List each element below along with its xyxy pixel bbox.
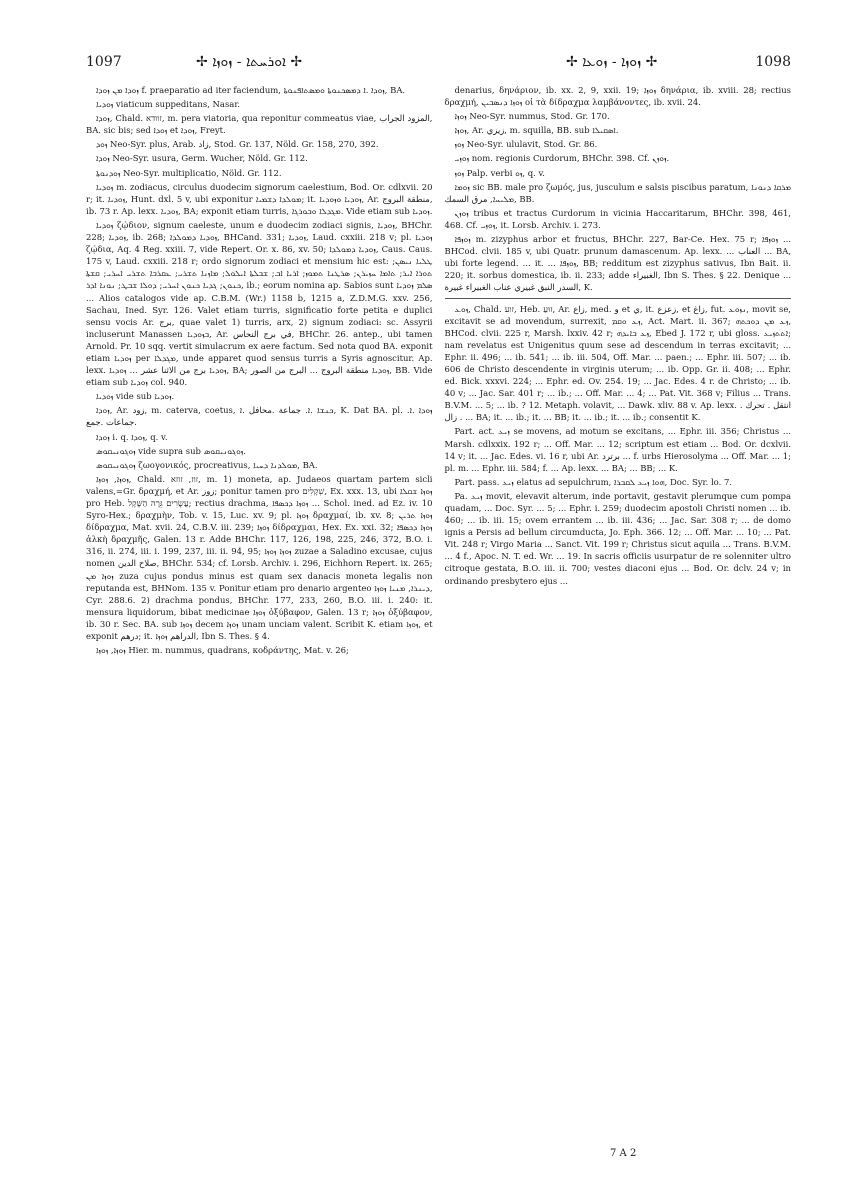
- entry: ܙܘܙܦܐ m. zizyphus arbor et fructus, BHChr. 227, Bar-Ce. Hex. 75 r; ܙܘܙܦܐ ... BHCod. clvii. 185 v, ubi Quatr. prunum damascenum. Ap. lexx. ... العناب ... BA, ubi forte legend. ... it. ... ܙܘܙܦܐ, BB; redditum est zizyphus sativus, Ibn Bait. ii. 220; it. sorbus domestica, ib. ii. 233; adde الغبيراء, Ibn S. Thes. § 22. Denique ... السدر النبق غبيري عناب الغبيراء غبيرة, K.: [444, 234, 792, 293]
- entry: ܙܘܙܐ, ܙܘܙܐ, Chald. זוז, זוזא, m. 1) moneta, ap. Judaeos quartam partem sicli valens,=Gr. δραχμή, et Ar. زوز; ponitur tamen pro שְׁקָלִים, Ex. xxx. 13, ubi ܙܘܙܐ ܫܩܠܐ pro Heb. עֲשָׂרִים גֵּרָה הַשָּׁקֶל; rectius drachma, ܙܘܙܐ ܕܟܣܦܐ ... Schol. ined. ad Ez. iv. 10 Syro-Hex.; δραχμὴν, Tob. v. 15, Luc. xv. 9; pl. ܙܘܙܐ δραχμαί, ib. xv. 8; ܙܘܙܐ ܬܪܝܢ δίδραχμα, Mat. xvii. 24, C.B.V. iii. 239; ܙܘܙܐ δίδραχμαι, Hex. Ex. xxi. 32; ܙܘܙܐ ܕܟܣܦܐ ἀλκὴ δραχμῆς, Galen. 13 r. Adde BHChr. 117, 126, 198, 225, 246, 372, B.O. i. 316, ii. 274, iii. i. 199, 237, iii. ii. 94, 95; ܙܘܙܐ ܙܘܙܐ zuzae a Saladino excusae, cujus nomen صلاح الدين, BHChr. 534; cf. Lorsb. Archiv. i. 296, Eichhorn Repert. ix. 265; ܙܘܙܐ ܡܢ zuza cujus pondus minus est quam sex danacis moneta legalis non reputanda est, BHNom. 135 v. Ponitur etiam pro denario argenteo ܕܝܢܪܐ, ܡܢܝܐ ܙܘܙܐ, Cyr. 288.6. 2) drachma pondus, BHChr. 177, 233, 260, B.O. iii. i. 240: it. mensura liquidorum, bibat medicinae ܙܘܙܐ ὀξύβαφον, Galen. 13 r; ܙܘܙܐ ὀξύβαφον, ib. 30 r. Sec. BA. sub ܙܘܙܐ decem ܙܘܙܐ unam unciam valent. Scribit K. etiam ܙܘܙܐ, et exponit درهم; it. الدراهم ܙܘܙܐ, Ibn S. Thes. § 4.: [86, 473, 433, 642]
- entry: ܙܘܕܝܐ vide sub ܙܘܕܝܐ.: [96, 391, 175, 402]
- entry: ܙܘܕܝܐ ζῴδιον, signum caeleste, unum e duodecim zodiaci signis, ܙܘܕܝܐ, BHChr. 228; ܙܘܕܝܐ, ib. 268; ܙܘܕܝܐ ܕܡܘܠܕܐ, BHCand. 331; ܙܘܕܝܐ, Laud. cxxiii. 218 v; pl. ܙܘܕܝܐ ζῴδια, Aq. 4 Reg. xxiii. 7, vide Repert. Or. x. 86, xv. 50; ܙܘܕܝܐ ܕܡܘܠܕܐ, Caus. Caus. 175 v, Laud. cxxiii. 218 r; ordo signorum zodiaci et mensium hic est: ܛܠܝܐ ܢܝܣܢ; ܬܘܪܐ ܐܝܪ; ܬܐܡܐ ܚܙܝܪܢ; ܣܪܛܢܐ ܬܡܘܙ; ܐܪܝܐ ܐܒ; ܫܒܠܬܐ ܐܝܠܘܠ; ܡܐܙܢܐ ܬܫܪܝ; ܥܩܪܒܐ ܬܫܪܝ ܐܚܪܝ; ܩܫܬܐ ܟܢܘܢ; ܓܕܝܐ ܟܢܘܢ ܐܚܪܝ; ܕܘܠܐ ܫܒܛ; ܢܘܢܐ ܐܕܪ, ib.; eorum nomina ap. Sabios sunt ܣܠܡ ܙܘܕܝܐ ... Alios catalogos vide ap. C.B.M. (Wr.) 1158 b, 1215 a, Z.D.M.G. xxv. 256, Sachau, Ined. Syr. 126. Valet etiam turris, significatio forte petita e duplici sensu vocis Ar. برج, quae valet 1) turris, arx, 2) signum zodiaci: sc. Assyrii incluserunt Manassen ܒܙܘܕܝܐ, Ar. في برج النحاس, BHChr. 26. antep., ubi tamen Arnold. Pr. 10 sqq. vertit simulacrum ex aere factum. Sed nota quod BA. exponit etiam ܙܘܕܝܐ per ܡܓܕܠܐ, unde apparet quod sensus turris a Syris agnoscitur. Ap. lexx. ܙܘܕܝܐ برج من الاثنا عشر ... ܙܘܕܝܐ, BA; ܙܘܕܝܐ منطقة البروج ... البرج من الصور, BB. Vide etiam sub ܙܘܕܝܐ col. 940.: [86, 219, 433, 388]
- entry: ܙܘܡܐ sic BB. male pro ζωμός, jus, jusculum e salsis piscibus paratum, ܡܪܩܐ ܕܢܘܢܐ ܡܠܝܚܐ, مرق السمك, BB.: [444, 181, 791, 204]
- entry: ܙܘܕܝܐ viaticum suppeditans, Nasar.: [96, 99, 241, 110]
- left-column: [86, 84, 433, 658]
- entry: ܙܘܕܐ, Chald. זוודא, m. pera viatoria, qua reponitur commeatus viae, المزود الجراب, BA. sic bis; sed ܙܘܕܐ et ܙܘܕܐ, Freyt.: [86, 113, 433, 136]
- entry: ܙܘܙܐ, ܙܘܙܐ Hier. m. nummus, quadrans, κοδράντης, Mat. v. 26;: [96, 645, 349, 656]
- entry: ܙܘܕܐ, Ar. زود, m. caterva, coetus, ܟܢܫܐ .ܐ. جماعة .محافل .ܐ, K. Dat BA. pl. ܙܘܕܐ .ܐ. جماعات .جمع.: [86, 405, 433, 428]
- entry: ܙܘܕܐ ܡܢ ܙܘܕܐ f. praeparatio ad iter faciendum, ܙܘܕܐ .ܐ ܕܡܣܟܢܘܬܐ ܘܡܣܬܐܦܢܘܬܐ, BA.: [96, 85, 406, 95]
- entry: ܙܘܙ Neo-Syr. ululavit, Stod. Gr. 86.: [454, 139, 598, 150]
- left-running-title: ✢ ܐܘܪܚܬܐ - ܙܘܙܐ ✢: [196, 54, 303, 70]
- entry: ܙܘܙܐ Neo-Syr. nummus, Stod. Gr. 170.: [454, 111, 610, 122]
- signature-mark: 7 A 2: [610, 1148, 637, 1159]
- entry: Part. act. ܙܝܥ se movens, ad motum se excitans, ... Ephr. iii. 356; Christus ... Marsh. cdlxxix. 192 r; ... Off. Mar. ... 12; scriptum est etiam ... Bod. Or. dcxlvii. 14 v; it. ... Jac. Edes. vi. 16 r, ubi Ar. برترد ... f. urbs Hierosolyma ... Off. Mar. ... 1; pl. m. ... Ephr. iii. 584; f. ... Ap. lexx. ... BA; ... BB; ... K.: [444, 426, 791, 473]
- left-page-number: 1097: [86, 54, 122, 70]
- right-column: [445, 84, 792, 658]
- right-page-number: 1098: [755, 54, 791, 70]
- entry: ܙܘܓܘܢܝܩܘܣ vide supra sub ܙܘܓܘܢܝܩܘܣ.: [96, 445, 246, 456]
- entry: ܙܘܕ Neo-Syr. plus, Arab. زاد, Stod. Gr. 137, Nöld. Gr. 158, 270, 392.: [96, 139, 379, 150]
- entry: ܙܘܙܢ tribus et tractus Curdorum in vicinia Haccaritarum, BHChr. 398, 461, 468. Cf. ܙܘܙܝ, it. Lorsb. Archiv. i. 273.: [444, 207, 791, 230]
- entry: ܙܘܙܐ, Ar. زيزي, m. squilla, BB. sub ܐܣܩܝܠܐ.: [454, 125, 619, 136]
- entry: ܙܘܕܐ Neo-Syr. usura, Germ. Wucher, Nöld. Gr. 112.: [96, 153, 308, 164]
- entry: denarius, δηνάριον, ib. xx. 2, 9, xxii. 19; ܙܘܙܐ δηνάρια, ib. xviii. 28; rectius δραχμή, ܙܘܙܐ ܕܢܣܒܝܢ οἱ τὰ δίδραχμα λαμβάνοντες, ib. xvii. 24.: [444, 85, 792, 108]
- entry: ܙܘܙ Palp. verbi ܙܘ, q. v.: [454, 167, 545, 178]
- page-header: [86, 52, 791, 76]
- entry: ܙܘܓܘܢܝܩܘܣ ζωογονικός, procreativus, ܡܘܠܕܢܐ ܕܚܝܐ, BA.: [96, 459, 318, 470]
- entry: Pa. ܙܝܥ movit, elevavit alterum, inde portavit, gestavit plerumque cum pompa quadam, ... Doc. Syr. ... 5; ... Ephr. i. 259; duodecim apostoli Christi nomen ... ib. 460; ... ib. iii. 15; ovem errantem ... ib. iii. 436; ... Jac. Sar. 308 r; ... de domo ignis a Persis ad bellum circumducta, Jo. Eph. 366. 12; ... Off. Mar. ... 10; ... Pat. Vit. 248 r; Virgo Maria ... Sanct. Vit. 199 r; Christus sicut aquila ... Trans. B.V.M. ... 4 f., Apoc. N. T. ed. Wr. ... 19. In sacris officiis usurpatur de re solenniter ultro citroque gestata, B.O. iii. ii. 700; vestes diaconi ejus ... Bod. Or. dclv. 24 v; in ordinando presbytero ejus ...: [444, 490, 791, 586]
- entry: ܙܘܕܢܘܬܐ Neo-Syr. multiplicatio, Nöld. Gr. 112.: [96, 167, 282, 178]
- entry: ܙܘܕܐ i. q. ܙܘܕܐ, q. v.: [96, 431, 168, 442]
- entry: Part. pass. ܙܝܥ elatus ad sepulchrum, ܗܘܐ ܙܝܥ ܠܩܒܪܐ, Doc. Syr. lo. 7.: [454, 476, 732, 487]
- entry: ܙܘܕܝܐ m. zodiacus, circulus duodecim signorum caelestium, Bod. Or. cdlxvii. 20 r; it. ܙܘܕܝܐ, Hunt. dxl. 5 v, ubi exponitur ܡܘܠܕܐ ܕܫܡܝܐ; it. ܙܘܕܝܐ ܘܙܘܕܝܐ, Ar. منطقة البروج, ib. 73 r. Ap. lexx. ܙܘܕܝܐ, BA; exponit etiam turris, ܡܓܕܠܐ ܘܒܘܪܓܐ. Vide etiam sub ܙܘܕܝܐ.: [86, 181, 433, 216]
- entry: ܙܘܙܝ nom. regionis Curdorum, BHChr. 398. Cf. ܙܘܙܢ.: [454, 153, 670, 164]
- entry-section-start: ܙܘܥ, Chald. זוע, Heb. זוּעַ, Ar. زاع, med. و et ي, it. زعزع, et زاغ, fut. ܢܙܘܥ, movit se, excitavit se ad movendum, surrexit, ܙܥ ܘܩܡ, Act. Mart. ii. 367; ܙܥ ܡܢ ܕܘܟܬܗ, BHCod. clvii. 225 r, Marsh. lxxiv. 42 r; ܙܥ ܒܐܝܕܗ, Ebed J. 172 r, ubi gloss. ܐܬܬܙܝܥ; nam revelatus est Unigenitus quum sese ad descendum in terras excitavit; ... Ephr. ii. 496; ... ib. 541; ... ib. iii. 504, Off. Mar. ... paen.; ... Ephr. iii. 507; ... ib. 606 de Christo descendente in virginis uterum; ... ib. Opp. Gr. ii. 408; ... Ephr. ed. Bick. xxxvi. 224; ... Ephr. ed. Ov. 254. 19; ... Jac. Edes. 4 r. de Christo; ... ib. 40 v; ... Jac. Sar. 401 r; ... ib.; ... Off. Mar. ... 4; ... Pat. Vit. 368 v; Filius ... Trans. B.V.M. ... 5; ... ib. ? 12. Metaph. volavit, ... Dawk. xliv. 88 v. Ap. lexx. انتقل . تحرك . زال . ... BA; it. ... ib.; it. ... BB; it. ... ib.; it. ... ib.; consentit K.: [445, 298, 792, 424]
- two-column-body: [86, 84, 791, 658]
- right-running-title: ✢ ܙܘܙܐ - ܙܘܥܐ ✢: [566, 54, 658, 70]
